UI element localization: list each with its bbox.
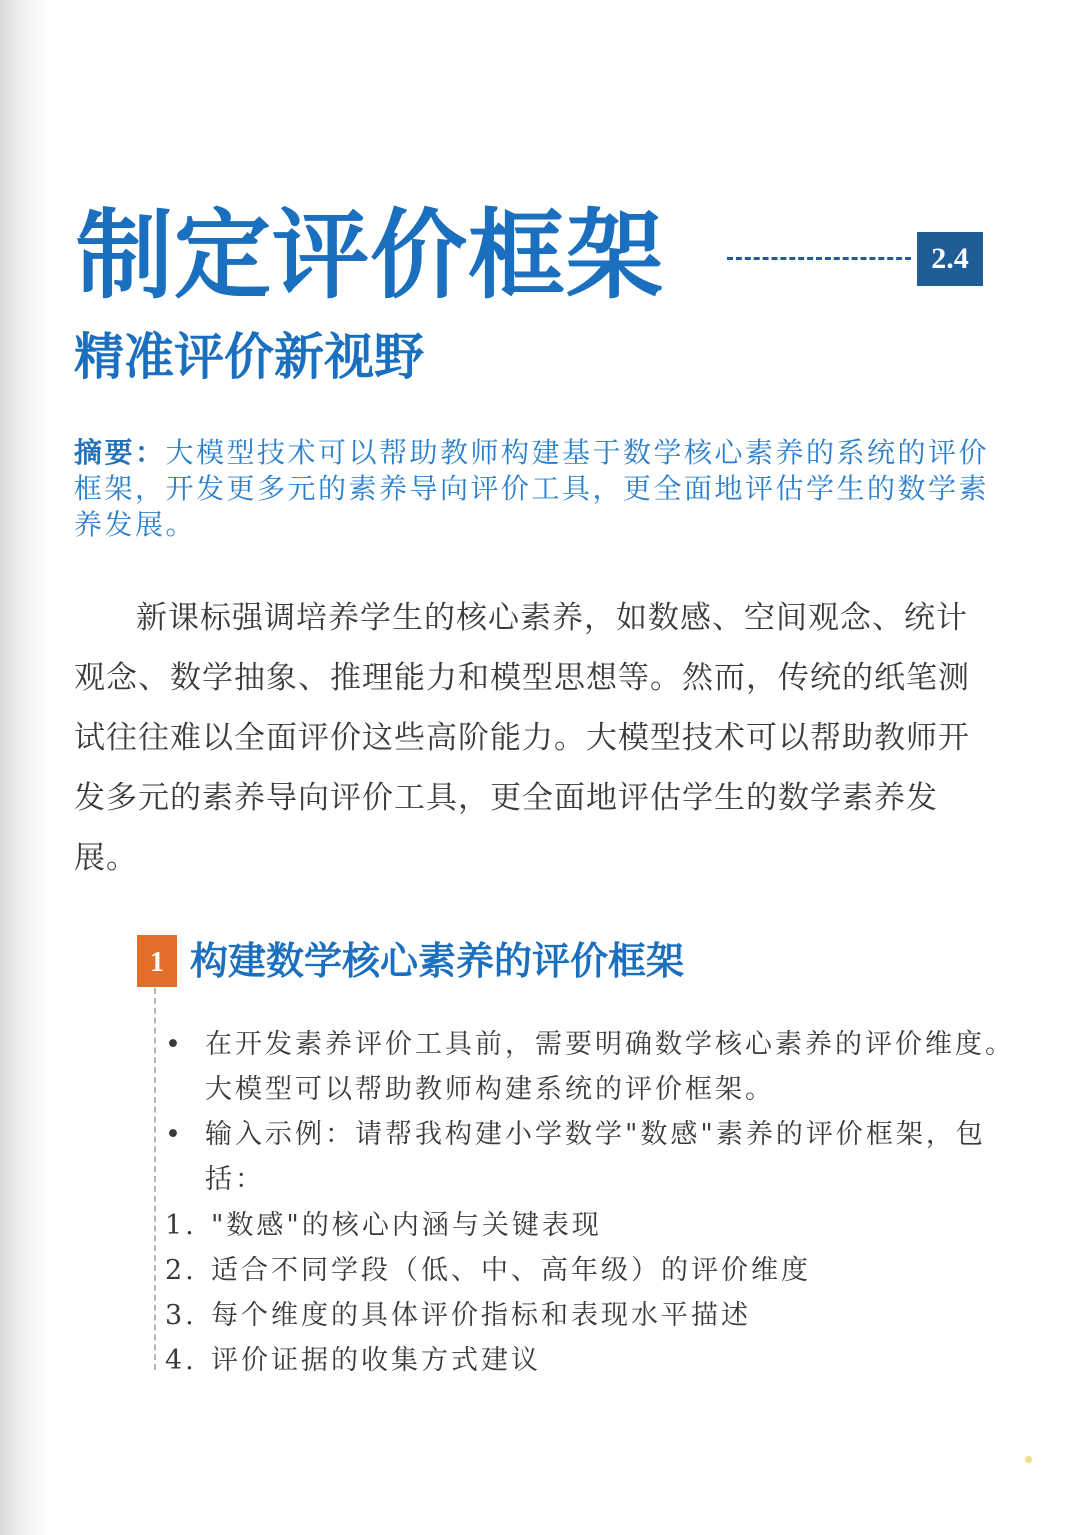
body-paragraph: 新课标强调培养学生的核心素养，如数感、空间观念、统计观念、数学抽象、推理能力和模型思想等。然而，传统的纸笔测试往往难以全面评价这些高阶能力。大模型技术可以帮助教师开发多元的素养导向评价工具，更全面地评估学生的数学素养发展。 — [74, 600, 970, 876]
section-title: 构建数学核心素养的评价框架 — [190, 939, 685, 983]
list-item — [165, 1338, 811, 1383]
chapter-number-badge: 2.4 — [917, 232, 983, 286]
title-dashed-rule — [727, 257, 911, 260]
item-number: 2. — [165, 1255, 197, 1286]
page-title: 制定评价框架 — [76, 199, 664, 312]
bullet-dot-icon: • — [165, 1029, 184, 1060]
page-subtitle: 精准评价新视野 — [74, 328, 424, 386]
item-number: 4. — [165, 1345, 197, 1376]
section-dashed-rule — [154, 988, 156, 1370]
decorative-dot — [1025, 1456, 1032, 1463]
item-text: 适合不同学段（低、中、高年级）的评价维度 — [211, 1255, 811, 1286]
list-item — [165, 1203, 811, 1248]
abstract-text: 大模型技术可以帮助教师构建基于数学核心素养的系统的评价框架，开发更多元的素养导向评价工具，更全面地评估学生的数学素养发展。 — [74, 436, 990, 541]
numbered-list — [165, 1203, 811, 1383]
list-item — [165, 1022, 1015, 1112]
bullet-text: 输入示例：请帮我构建小学数学"数感"素养的评价框架，包括： — [205, 1119, 986, 1195]
item-text: 每个维度的具体评价指标和表现水平描述 — [211, 1300, 751, 1331]
section-number-badge: 1 — [137, 935, 177, 987]
item-number: 1. — [165, 1210, 197, 1241]
list-item — [165, 1112, 1015, 1202]
book-spine-shadow — [0, 0, 48, 1535]
abstract — [74, 435, 992, 543]
item-number: 3. — [165, 1300, 197, 1331]
list-item — [165, 1293, 811, 1338]
item-text: "数感"的核心内涵与关键表现 — [211, 1210, 602, 1241]
bullet-text: 在开发素养评价工具前，需要明确数学核心素养的评价维度。大模型可以帮助教师构建系统的评价框架。 — [205, 1029, 1015, 1105]
bullet-dot-icon: • — [165, 1119, 184, 1150]
abstract-label: 摘要： — [74, 436, 166, 469]
list-item — [165, 1248, 811, 1293]
bullet-list — [165, 1022, 1015, 1202]
item-text: 评价证据的收集方式建议 — [211, 1345, 541, 1376]
